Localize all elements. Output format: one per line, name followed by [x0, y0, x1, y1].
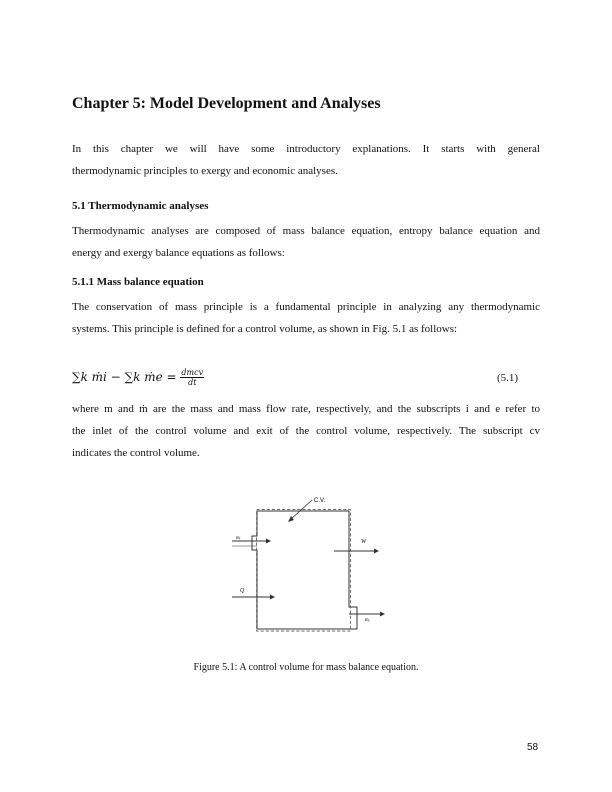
intro-paragraph — [72, 138, 540, 182]
equation-lhs: ∑k ṁi − ∑k ṁe = — [72, 370, 177, 384]
cv-pointer — [290, 500, 312, 520]
control-volume-figure — [228, 493, 388, 638]
section-5-1-title: 5.1 Thermodynamic analyses — [72, 200, 209, 212]
intro-line-2: thermodynamic principles to exergy and economic analyses. — [72, 165, 338, 177]
figure-caption: Figure 5.1: A control volume for mass balance equation. — [193, 662, 419, 673]
work-label: W — [361, 539, 366, 545]
cv-label: C.V. — [314, 498, 326, 504]
system-boundary — [252, 511, 357, 629]
section-5-1-1-line-1: The conservation of mass principle is a fundamental principle in analyzing any thermodynamic — [72, 301, 540, 313]
after-eq-line-2: the inlet of the control volume and exit of the control volume, respectively. The subscript cv — [72, 425, 540, 437]
outlet-arrowhead — [380, 612, 385, 617]
after-eq-line-1: where m and ṁ are the mass and mass flow rate, respectively, and the subscripts i and e refer to — [72, 403, 540, 415]
after-equation-paragraph — [72, 398, 540, 464]
inlet-arrowhead — [266, 539, 271, 544]
section-5-1-paragraph — [72, 220, 540, 264]
work-arrowhead — [374, 549, 379, 554]
section-5-1-line-1: Thermodynamic analyses are composed of mass balance equation, entropy balance equation and — [72, 225, 540, 237]
equation-fraction — [180, 368, 204, 387]
fraction-denominator: dt — [188, 378, 197, 387]
heat-arrowhead — [270, 595, 275, 600]
chapter-title: Chapter 5: Model Development and Analyses — [72, 95, 381, 112]
intro-line-1: In this chapter we will have some introductory explanations. It starts with general — [72, 143, 540, 155]
heat-label: Q — [240, 588, 245, 594]
equation-number: (5.1) — [497, 372, 519, 384]
section-5-1-1-line-2: systems. This principle is defined for a control volume, as shown in Fig. 5.1 as follows: — [72, 323, 458, 335]
equation-5-1 — [72, 368, 204, 387]
section-5-1-line-2: energy and exergy balance equations as follows: — [72, 247, 285, 259]
fraction-numerator: dmcv — [181, 368, 204, 377]
page-number: 58 — [527, 742, 539, 753]
control-volume-dashed — [257, 510, 351, 632]
after-eq-line-3: indicates the control volume. — [72, 447, 200, 459]
section-5-1-1-paragraph — [72, 296, 540, 340]
section-5-1-1-title: 5.1.1 Mass balance equation — [72, 276, 204, 288]
outlet-label: mₑ — [365, 618, 370, 623]
inlet-label: mᵢ — [236, 536, 241, 541]
